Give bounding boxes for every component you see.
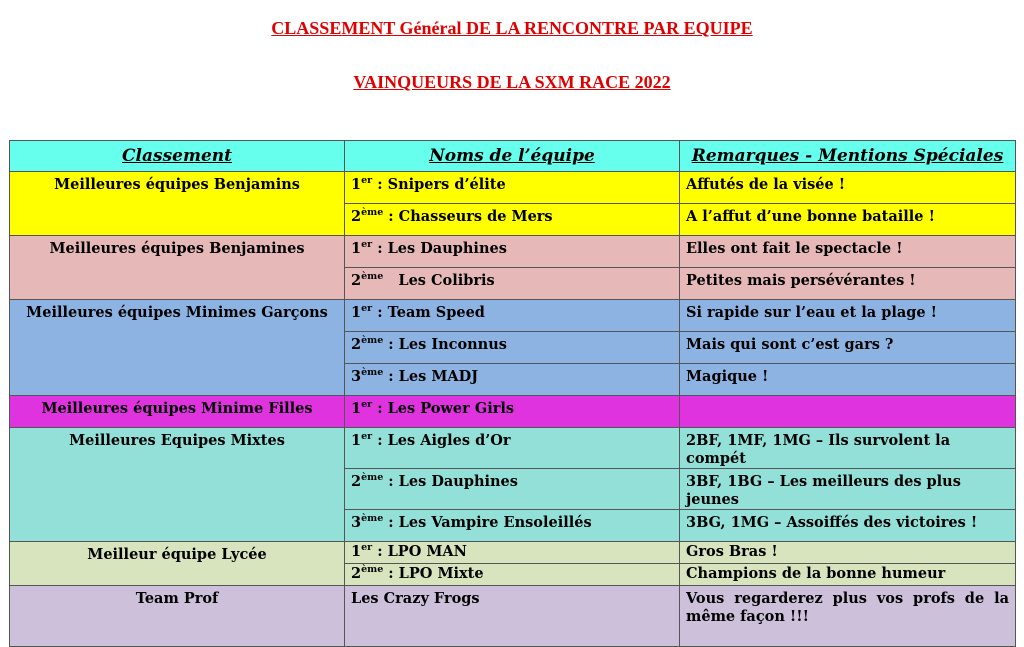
rank-suffix: er (361, 175, 373, 187)
table-row (10, 236, 1016, 268)
team-name: : Les Power Girls (372, 400, 515, 417)
rank-suffix: ème (361, 335, 384, 347)
rank-number: 3 (351, 368, 362, 385)
rank-suffix: ème (361, 472, 384, 484)
category-cell: Meilleures équipes Benjamines (10, 236, 345, 300)
column-header-classement: Classement (10, 141, 345, 172)
remark-cell (680, 396, 1016, 428)
remark-cell: A l’affut d’une bonne bataille ! (680, 204, 1016, 236)
category-cell: Meilleures équipes Minime Filles (10, 396, 345, 428)
page-title: CLASSEMENT Général DE LA RENCONTRE PAR EQUIPE (271, 18, 753, 38)
team-name-cell (345, 542, 680, 564)
team-name: : LPO Mixte (383, 565, 484, 582)
table-header-row (10, 141, 1016, 172)
remark-cell: Elles ont fait le spectacle ! (680, 236, 1016, 268)
table-row (10, 172, 1016, 204)
team-name: : Les Vampire Ensoleillés (383, 514, 592, 531)
team-name: : Snipers d’élite (372, 176, 506, 193)
team-name: : LPO MAN (372, 543, 467, 560)
team-name-cell (345, 268, 680, 300)
page-subtitle: VAINQUEURS DE LA SXM RACE 2022 (353, 72, 671, 92)
rank-suffix: ème (361, 271, 384, 283)
rank-number: 1 (351, 543, 362, 560)
team-name-cell (345, 428, 680, 469)
remark-cell: Magique ! (680, 364, 1016, 396)
rank-number: 2 (351, 473, 362, 490)
team-name-cell (345, 172, 680, 204)
column-header-remarques: Remarques - Mentions Spéciales (680, 141, 1016, 172)
category-cell: Meilleures équipes Minimes Garçons (10, 300, 345, 396)
remark-cell: Si rapide sur l’eau et la plage ! (680, 300, 1016, 332)
team-name: : Les Aigles d’Or (372, 432, 511, 449)
team-name-cell (345, 300, 680, 332)
rank-suffix: er (361, 399, 373, 411)
table-row (10, 300, 1016, 332)
category-cell: Meilleures Equipes Mixtes (10, 428, 345, 542)
remark-cell: Affutés de la visée ! (680, 172, 1016, 204)
team-name-cell (345, 396, 680, 428)
remark-cell: 2BF, 1MF, 1MG – Ils survolent la compét (680, 428, 1016, 469)
remark-cell: Gros Bras ! (680, 542, 1016, 564)
team-name: Les Colibris (383, 272, 495, 289)
rank-number: 1 (351, 432, 362, 449)
remark-cell: 3BF, 1BG – Les meilleurs des plus jeunes (680, 469, 1016, 510)
table-row (10, 586, 1016, 647)
remark-cell: 3BG, 1MG – Assoiffés des victoires ! (680, 510, 1016, 542)
team-name-cell (345, 564, 680, 586)
rank-number: 2 (351, 208, 362, 225)
rank-suffix: er (361, 239, 373, 251)
team-name-cell (345, 586, 680, 647)
team-name-cell (345, 510, 680, 542)
team-name: : Les MADJ (383, 368, 479, 385)
rank-number: 3 (351, 514, 362, 531)
table-body (10, 172, 1016, 647)
team-name: : Les Inconnus (383, 336, 507, 353)
category-cell: Meilleur équipe Lycée (10, 542, 345, 586)
rank-number: 2 (351, 336, 362, 353)
team-name-cell (345, 204, 680, 236)
table-row (10, 396, 1016, 428)
rank-suffix: er (361, 431, 373, 443)
rank-suffix: ème (361, 207, 384, 219)
rank-number: 2 (351, 565, 362, 582)
team-name-cell (345, 236, 680, 268)
category-cell: Team Prof (10, 586, 345, 647)
team-name: : Les Dauphines (383, 473, 518, 490)
category-cell: Meilleures équipes Benjamins (10, 172, 345, 236)
team-name: : Chasseurs de Mers (383, 208, 553, 225)
remark-cell: Champions de la bonne humeur (680, 564, 1016, 586)
rank-suffix: er (361, 303, 373, 315)
remark-cell: Vous regarderez plus vos profs de la même façon !!! (680, 586, 1016, 647)
rank-number: 1 (351, 400, 362, 417)
team-name-cell (345, 364, 680, 396)
team-name: : Team Speed (372, 304, 485, 321)
rank-suffix: ème (361, 367, 384, 379)
team-name: : Les Dauphines (372, 240, 507, 257)
rank-number: 1 (351, 176, 362, 193)
table-row (10, 542, 1016, 564)
rank-suffix: ème (361, 513, 384, 525)
team-name: Les Crazy Frogs (351, 590, 480, 607)
rank-number: 1 (351, 240, 362, 257)
ranking-table (9, 140, 1016, 647)
rank-suffix: er (361, 542, 373, 554)
remark-cell: Petites mais persévérantes ! (680, 268, 1016, 300)
team-name-cell (345, 469, 680, 510)
rank-number: 2 (351, 272, 362, 289)
rank-number: 1 (351, 304, 362, 321)
column-header-noms: Noms de l’équipe (345, 141, 680, 172)
team-name-cell (345, 332, 680, 364)
rank-suffix: ème (361, 564, 384, 576)
table-row (10, 428, 1016, 469)
remark-cell: Mais qui sont c’est gars ? (680, 332, 1016, 364)
